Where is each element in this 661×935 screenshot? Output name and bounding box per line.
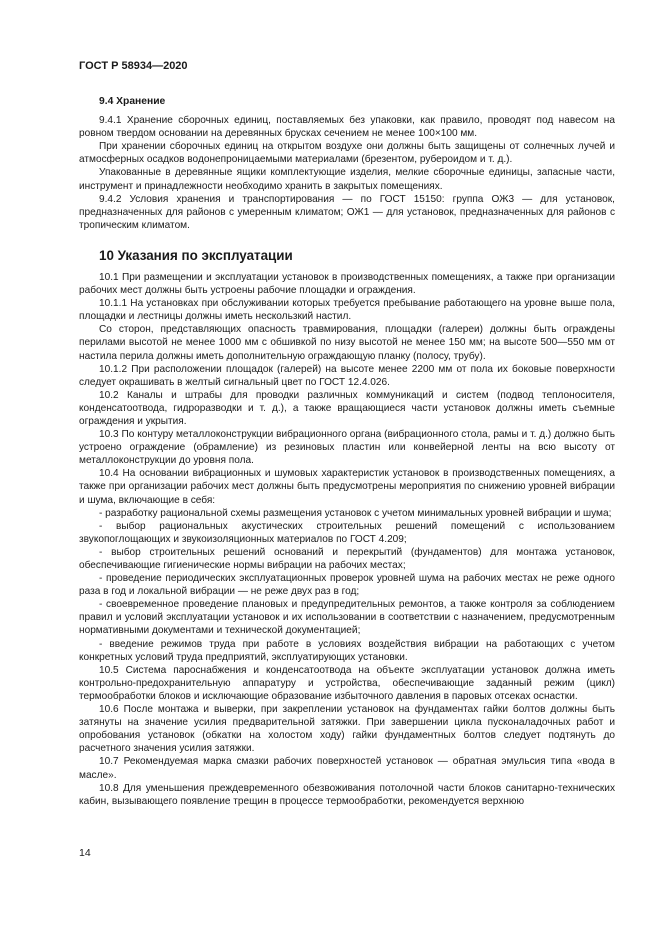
paragraph: 10.3 По контуру металлоконструкции вибрационного органа (вибрационного стола, рамы и т. д.) должно быть устроено ограждение (обрамление) из резиновых пластин или конвейерной ленты на всю высоту от металлоконструкции до уровня пола. — [79, 429, 615, 467]
paragraph: 10.2 Каналы и штрабы для проводки различных коммуникаций и систем (подвод теплоносителя, конденсатоотвода, гидроразводки и т. д.), а также вращающиеся части установок должны иметь съемные ограждения и укрытия. — [79, 389, 615, 427]
paragraph: 10.1.1 На установках при обслуживании которых требуется пребывание работающего на уровне выше пола, площадки и лестницы должны иметь нескользкий настил. — [79, 298, 615, 323]
paragraph: 10.5 Система пароснабжения и конденсатоотвода на объекте эксплуатации установок должна иметь контрольно-предохранительную аппаратуру и устройства, обеспечивающие заданный режим (цикл) термообработки блоков и исключающие образование избыточного давления в паровых отсеках оснастки. — [79, 664, 615, 702]
page-number: 14 — [79, 847, 91, 859]
list-item: - выбор рациональных акустических строительных решений помещений с использованием звукопоглощающих и звукоизоляционных материалов по ГОСТ 4.209; — [79, 520, 615, 545]
list-item: - выбор строительных решений оснований и перекрытий (фундаментов) для монтажа установок, обеспечивающие гигиенические нормы вибрации на рабочих местах; — [79, 546, 615, 571]
paragraph: 10.1 При размещении и эксплуатации установок в производственных помещениях, а также при организации рабочих мест должны быть устроены рабочие площадки и ограждения. — [79, 271, 615, 297]
paragraph: 10.7 Рекомендуемая марка смазки рабочих поверхностей установок — обратная эмульсия типа «вода в масле». — [79, 756, 615, 781]
document-id: ГОСТ Р 58934—2020 — [79, 60, 188, 72]
paragraph: При хранении сборочных единиц на открытом воздухе они должны быть защищены от солнечных лучей и атмосферных осадков водонепроницаемыми материалами (брезентом, рубероидом и т. д.). — [79, 141, 615, 166]
paragraph: Со сторон, представляющих опасность травмирования, площадки (галереи) должны быть ограждены перилами высотой не менее 1000 мм с обшивкой по низу высотой не менее 150 мм; на высоте 500—550 мм от настила перила должны иметь дополнительную ограждающую планку (полосу, трубу). — [79, 324, 615, 362]
paragraph: 10.4 На основании вибрационных и шумовых характеристик установок в производственных помещениях, а также при организации рабочих мест должны быть предусмотрены мероприятия по снижению уровней вибрации и шума, включающие в себя: — [79, 468, 615, 506]
paragraph: 9.4.2 Условия хранения и транспортирования — по ГОСТ 15150: группа ОЖ3 — для установок, предназначенных для районов с умеренным климатом; ОЖ1 — для установок, предназначенных для районов с тропическим климатом. — [79, 193, 615, 231]
paragraph: 10.8 Для уменьшения преждевременного обезвоживания потолочной части блоков санитарно-технических кабин, вызывающего появление трещин в процессе термообработки, рекомендуется верхнюю — [79, 782, 615, 807]
section-10-title: 10 Указания по эксплуатации — [99, 247, 293, 263]
list-item: - разработку рациональной схемы размещения установок с учетом минимальных уровней вибрации и шума; — [99, 507, 612, 519]
paragraph: 10.6 После монтажа и выверки, при закреплении установок на фундаментах гайки болтов должны быть затянуты на значение усилия предварительной затяжки. При завершении цикла пусконаладочных работ и опробования установок (обкатки на холостом ходу) гайки фундаментных болтов следует подтянуть до расчетного значения усилия затяжки. — [79, 704, 615, 755]
list-item: - проведение периодических эксплуатационных проверок уровней шума на рабочих местах не реже одного раза в год и локальной вибрации — не реже двух раз в год; — [79, 573, 615, 598]
paragraph: 9.4.1 Хранение сборочных единиц, поставляемых без упаковки, как правило, проводят под навесом на ровном твердом основании на деревянных брусках сечением не менее 100×100 мм. — [79, 115, 615, 140]
paragraph: Упакованные в деревянные ящики комплектующие изделия, мелкие сборочные единицы, запасные части, инструмент и принадлежности необходимо хранить в закрытых помещениях. — [79, 167, 615, 192]
section-9-4-title: 9.4 Хранение — [99, 96, 166, 107]
list-item: - своевременное проведение плановых и предупредительных ремонтов, а также контроля за соблюдением правил и условий эксплуатации установок и их использовании в соответствии с назначением, предусмотренным нормативными документами и технической документацией; — [79, 599, 615, 637]
paragraph: 10.1.2 При расположении площадок (галерей) на высоте менее 2200 мм от пола их боковые поверхности следует окрашивать в желтый сигнальный цвет по ГОСТ 12.4.026. — [79, 363, 615, 388]
list-item: - введение режимов труда при работе в условиях воздействия вибрации на работающих с учетом конкретных условий труда предприятий, эксплуатирующих установки. — [79, 638, 615, 663]
page-content — [79, 95, 615, 808]
